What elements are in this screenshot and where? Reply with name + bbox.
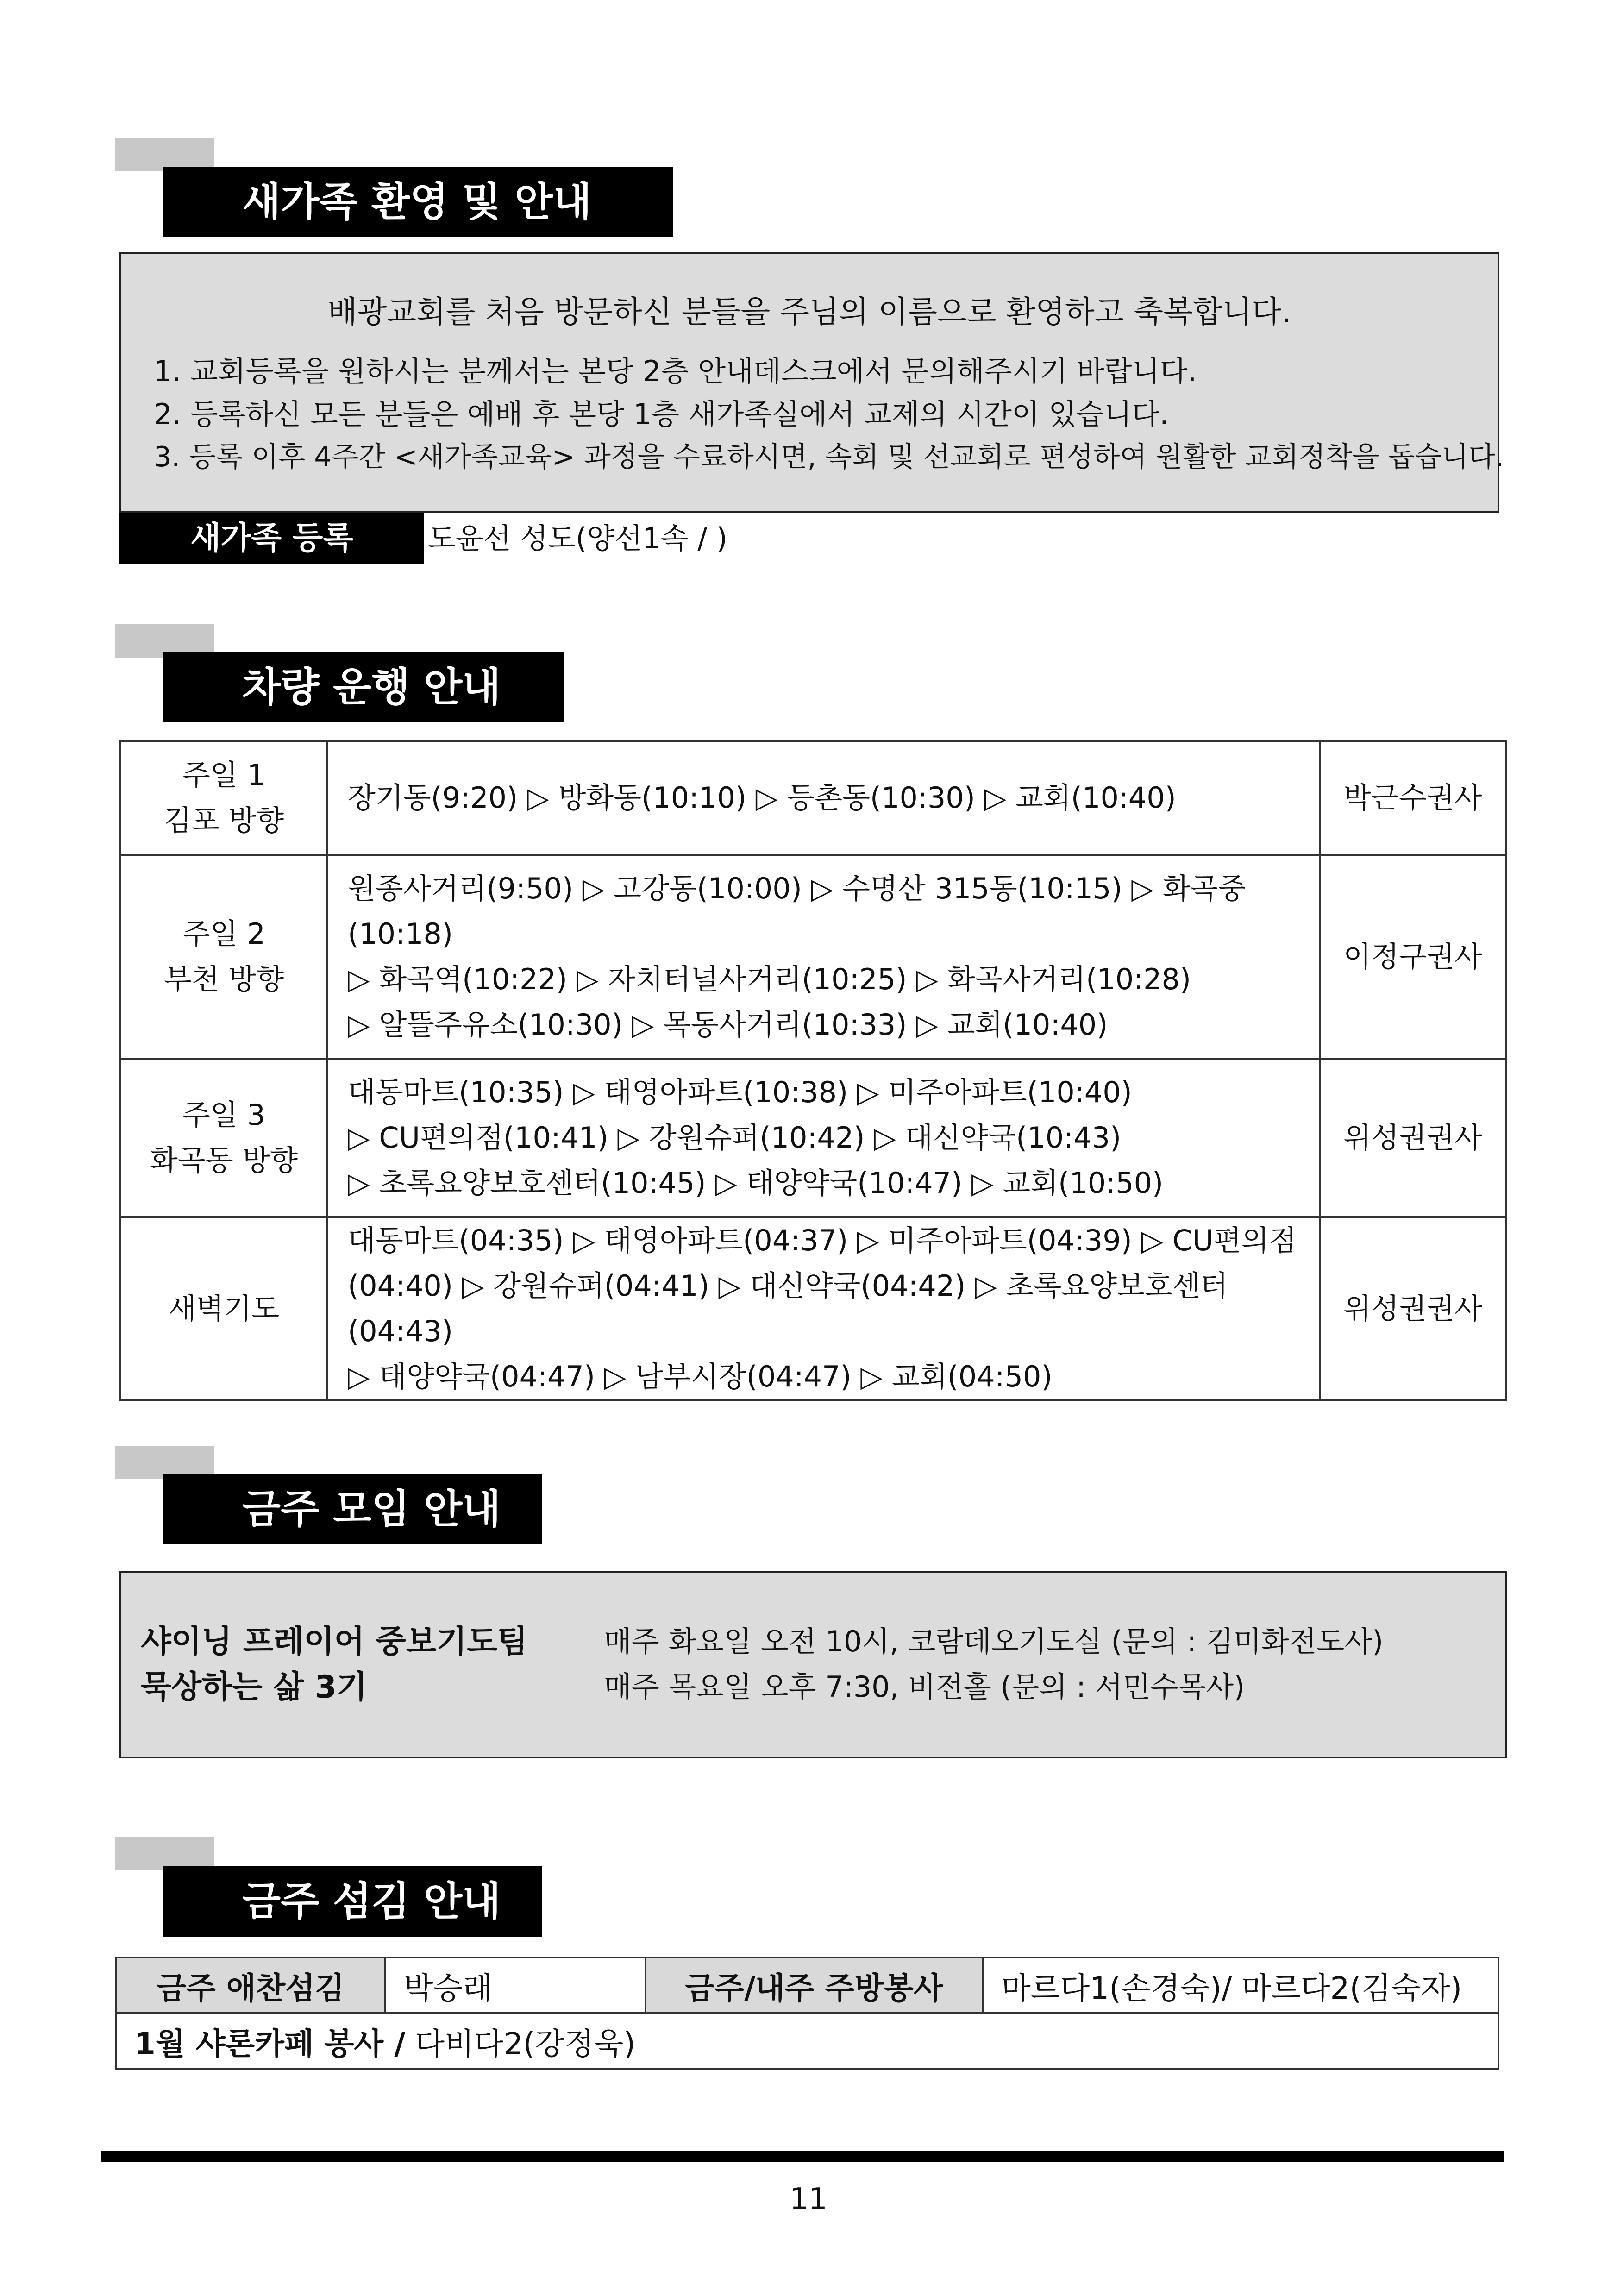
bus-route-stops: 장기동(9:20) ▷ 방화동(10:10) ▷ 등촌동(10:30) ▷ 교회(10:40) [327, 741, 1320, 855]
section-tab-decoration [115, 1837, 214, 1870]
welcome-intro: 배광교회를 처음 방문하신 분들을 주님의 이름으로 환영하고 축복합니다. [327, 294, 1291, 330]
bus-driver: 이정구권사 [1320, 855, 1506, 1059]
bus-row-sunday-3 [120, 1059, 1506, 1217]
bus-route-name: 주일 3 화곡동 방향 [120, 1059, 327, 1217]
meeting-name: 샤이닝 프레이어 중보기도팀 [141, 1624, 528, 1660]
bus-route-name: 새벽기도 [120, 1217, 327, 1400]
cafe-value: 다비다2(강정욱) [415, 2026, 636, 2062]
welcome-info-box [119, 252, 1504, 562]
kitchen-value: 마르다1(손경숙)/ 마르다2(김숙자) [983, 1957, 1498, 2013]
bus-driver: 위성권권사 [1320, 1217, 1506, 1400]
bus-route-stops: 대동마트(10:35) ▷ 태영아파트(10:38) ▷ 미주아파트(10:40) ▷ CU편의점(10:41) ▷ 강원슈퍼(10:42) ▷ 대신약국(10:43) ▷ 초록요양보호센터(10:45) ▷ 태양약국(10:47) ▷ 교회(10:50) [327, 1059, 1320, 1217]
bus-row-dawn-prayer [120, 1217, 1506, 1400]
bus-row-sunday-2 [120, 855, 1506, 1059]
bus-schedule-table [119, 740, 1507, 1401]
bus-route-name: 주일 2 부천 방향 [120, 855, 327, 1059]
bus-driver: 박근수권사 [1320, 741, 1506, 855]
service-row-main [116, 1957, 1498, 2013]
meeting-detail: 매주 화요일 오전 10시, 코람데오기도실 (문의 : 김미화전도사) [604, 1625, 1384, 1658]
bus-driver: 위성권권사 [1320, 1059, 1506, 1217]
meetings-box [119, 1571, 1507, 1758]
welcome-item-3: 3. 등록 이후 4주간 <새가족교육> 과정을 수료하시면, 속회 및 선교회로 편성하여 원활한 교회정착을 돕습니다. [154, 441, 1504, 473]
cafe-label: 1월 샤론카페 봉사 / [134, 2026, 406, 2062]
meeting-name: 묵상하는 삶 3기 [141, 1669, 367, 1706]
meeting-detail: 매주 목요일 오후 7:30, 비전홀 (문의 : 서민수목사) [604, 1670, 1245, 1704]
section-tab-decoration [115, 138, 214, 171]
welcome-item-1: 1. 교회등록을 원하시는 분께서는 본당 2층 안내데스크에서 문의해주시기 바랍니다. [154, 354, 1197, 388]
service-section-title: 금주 섬김 안내 [163, 1866, 542, 1937]
footer-rule [101, 2151, 1504, 2162]
bus-route-stops: 대동마트(04:35) ▷ 태영아파트(04:37) ▷ 미주아파트(04:39) ▷ CU편의점 (04:40) ▷ 강원슈퍼(04:41) ▷ 대신약국(04:42) ▷ 초록요양보호센터(04:43) ▷ 태양약국(04:47) ▷ 남부시장(04:47) ▷ 교회(04:50) [327, 1217, 1320, 1400]
meetings-section-title: 금주 모임 안내 [163, 1474, 542, 1544]
service-row-cafe [116, 2013, 1498, 2069]
service-table [115, 1957, 1499, 2070]
welcome-item-2: 2. 등록하신 모든 분들은 예배 후 본당 1층 새가족실에서 교제의 시간이 있습니다. [154, 397, 1169, 431]
cafe-cell [116, 2013, 1498, 2069]
registration-row [119, 511, 1499, 564]
bus-route-name: 주일 1 김포 방향 [120, 741, 327, 855]
bus-row-sunday-1 [120, 741, 1506, 855]
registration-label: 새가족 등록 [119, 513, 424, 564]
choir-value: 박승래 [385, 1957, 646, 2013]
welcome-section-title: 새가족 환영 및 안내 [163, 167, 673, 237]
choir-label: 금주 애찬섬김 [116, 1957, 385, 2013]
kitchen-label: 금주/내주 주방봉사 [646, 1957, 983, 2013]
registration-value: 도윤선 성도(양선1속 / ) [428, 521, 727, 555]
bus-route-stops: 원종사거리(9:50) ▷ 고강동(10:00) ▷ 수명산 315동(10:15) ▷ 화곡중(10:18) ▷ 화곡역(10:22) ▷ 자치터널사거리(10:25) ▷ 화곡사거리(10:28) ▷ 알뜰주유소(10:30) ▷ 목동사거리(10:33) ▷ 교회(10:40) [327, 855, 1320, 1059]
page-number: 11 [790, 2182, 827, 2216]
bus-section-title: 차량 운행 안내 [163, 652, 564, 722]
